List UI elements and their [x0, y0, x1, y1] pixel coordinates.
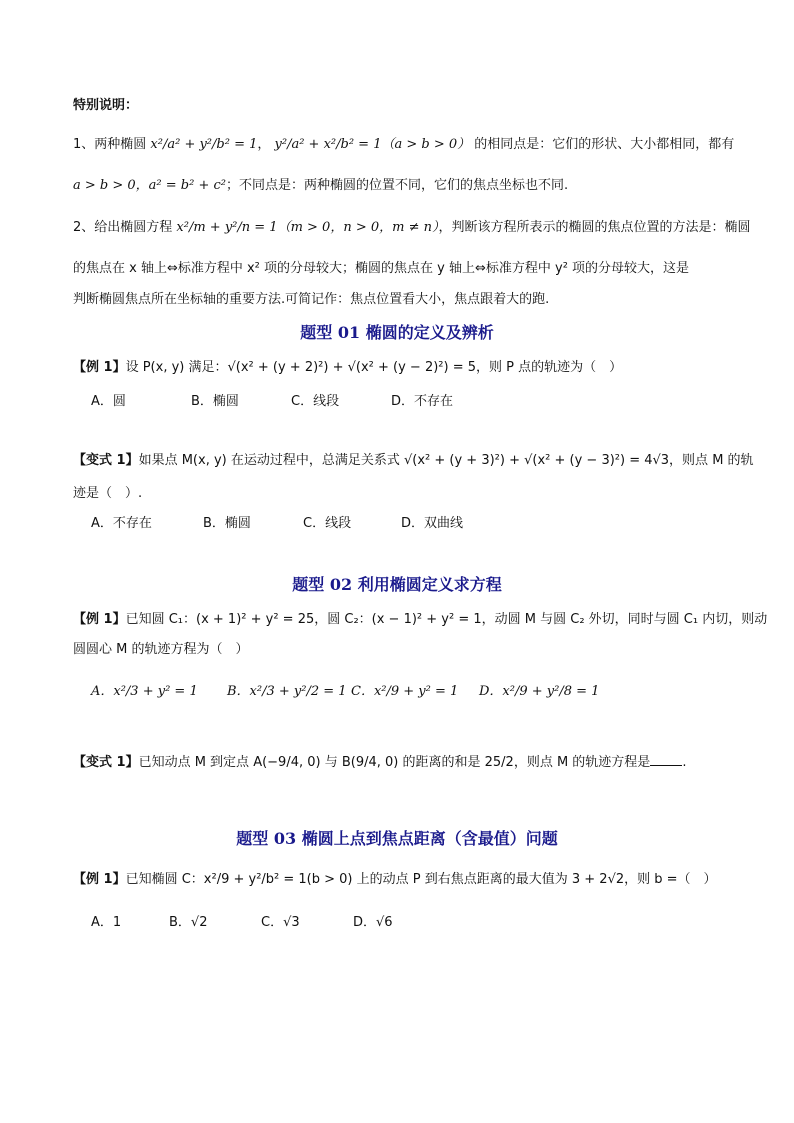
variant-tag: 【变式 1】 [73, 453, 139, 468]
option-b: B．椭圆 [191, 394, 239, 409]
note-p2-lead: 2、给出椭圆方程 [73, 220, 173, 235]
example-1-sec2 [73, 610, 767, 630]
option-c: C．线段 [303, 516, 352, 531]
ellipse-equation-2: y²/a² + x²/b² = 1（a > b > 0） [274, 137, 471, 152]
option-c: C．线段 [291, 394, 340, 409]
note-p2-text: ，判断该方程所表示的椭圆的焦点位置的方法是：椭圆 [438, 220, 751, 235]
note-p1-lead: 1、两种椭圆 [73, 137, 147, 152]
option-c: C．√3 [261, 915, 300, 930]
note-paragraph-2-line2: 的焦点在 x 轴上⇔标准方程中 x² 项的分母较大；椭圆的焦点在 y 轴上⇔标准方程中 y² 项的分母较大，这是 [73, 261, 690, 276]
separator: ， [257, 137, 271, 152]
option-d: D．不存在 [391, 394, 454, 409]
option-d: D．双曲线 [401, 516, 464, 531]
option-b: B．椭圆 [203, 516, 251, 531]
option-d: D．√6 [353, 915, 393, 930]
variant-question: 已知动点 M 到定点 A(−9/4, 0) 与 B(9/4, 0) 的距离的和是 25/2，则点 M 的轨迹方程是 [138, 755, 651, 770]
option-d: D．x²/9 + y²/8 = 1 [479, 684, 600, 699]
section-heading-02: 题型 02 利用椭圆定义求方程 [292, 575, 502, 594]
example-tag: 【例 1】 [73, 360, 126, 375]
option-b: B．x²/3 + y²/2 = 1 [227, 684, 347, 699]
option-a: A．1 [91, 915, 122, 930]
ellipse-equation-1: x²/a² + y²/b² = 1 [150, 137, 258, 152]
note-paragraph-1 [73, 135, 734, 155]
options-sec3-ex1 [91, 911, 393, 930]
note-title: 特别说明： [73, 98, 139, 113]
answer-blank[interactable] [650, 765, 682, 766]
period: . [682, 755, 687, 770]
option-a: A．x²/3 + y² = 1 [91, 684, 198, 699]
options-sec2-ex1 [91, 680, 599, 699]
note-p1-tail: ；不同点是：两种椭圆的位置不同，它们的焦点坐标也不同. [225, 178, 569, 193]
note-paragraph-1-cont [73, 176, 568, 196]
note-paragraph-2-line3: 判断椭圆焦点所在坐标轴的重要方法.可简记作：焦点位置看大小，焦点跟着大的跑. [73, 292, 550, 307]
example-1-sec3 [73, 870, 717, 890]
example-question: 已知圆 C₁：(x + 1)² + y² = 25，圆 C₂：(x − 1)² + y² = 1，动圆 M 与圆 C₂ 外切，同时与圆 C₁ 内切，则动 [125, 612, 768, 627]
example-1-sec1 [73, 358, 622, 378]
note-p1-text: 的相同点是：它们的形状、大小都相同，都有 [474, 137, 735, 152]
section-heading-01: 题型 01 椭圆的定义及辨析 [300, 323, 494, 342]
variant-question: 如果点 M(x, y) 在运动过程中，总满足关系式 √(x² + (y + 3)²) + √(x² + (y − 3)²) = 4√3，则点 M 的轨 [138, 453, 754, 468]
example-question: 已知椭圆 C：x²/9 + y²/b² = 1(b > 0) 上的动点 P 到右焦点距离的最大值为 3 + 2√2，则 b =（ ） [125, 872, 717, 887]
example-1-sec2-cont: 圆圆心 M 的轨迹方程为（ ） [73, 642, 249, 657]
options-sec1-ex1 [91, 390, 453, 409]
option-c: C．x²/9 + y² = 1 [351, 684, 459, 699]
variant-1-sec2 [73, 753, 686, 773]
variant-1-sec1-cont: 迹是（ ）. [73, 486, 143, 501]
options-sec1-var1 [91, 512, 463, 531]
note-paragraph-2 [73, 218, 751, 238]
example-tag: 【例 1】 [73, 612, 126, 627]
example-tag: 【例 1】 [73, 872, 126, 887]
section-heading-03: 题型 03 椭圆上点到焦点距离（含最值）问题 [236, 829, 558, 848]
option-a: A．圆 [91, 394, 126, 409]
option-b: B．√2 [169, 915, 208, 930]
relation-equation: a > b > 0，a² = b² + c² [73, 178, 226, 193]
example-question: 设 P(x, y) 满足：√(x² + (y + 2)²) + √(x² + (y − 2)²) = 5，则 P 点的轨迹为（ ） [125, 360, 623, 375]
variant-1-sec1 [73, 451, 754, 471]
option-a: A．不存在 [91, 516, 152, 531]
variant-tag: 【变式 1】 [73, 755, 139, 770]
ellipse-equation-mn: x²/m + y²/n = 1（m > 0，n > 0，m ≠ n） [176, 220, 439, 235]
